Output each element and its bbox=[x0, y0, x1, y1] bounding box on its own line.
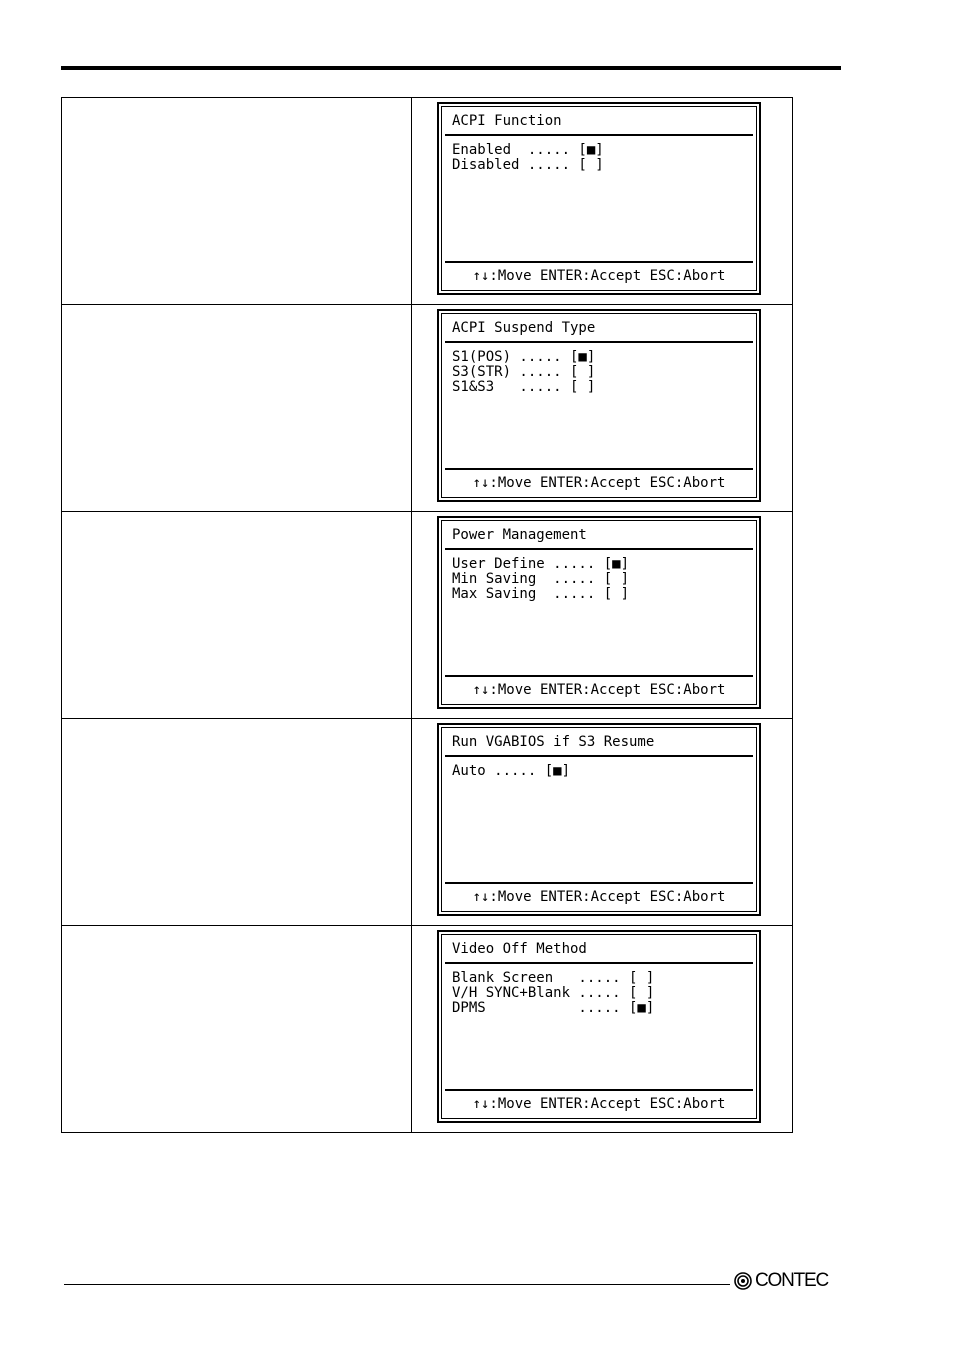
description-cell bbox=[62, 305, 412, 512]
option-blank-screen[interactable]: Blank Screen ..... [ ] bbox=[452, 970, 655, 986]
description-cell bbox=[62, 719, 412, 926]
divider bbox=[445, 755, 753, 757]
bios-dialog-acpi-function bbox=[437, 102, 761, 295]
option-list bbox=[452, 350, 595, 395]
dialog-title: Run VGABIOS if S3 Resume bbox=[452, 734, 655, 750]
screenshot-cell bbox=[412, 305, 793, 512]
description-cell bbox=[62, 98, 412, 305]
option-s1-pos[interactable]: S1(POS) ..... [■] bbox=[452, 349, 596, 365]
screenshot-cell bbox=[412, 719, 793, 926]
divider bbox=[445, 882, 753, 884]
divider bbox=[445, 134, 753, 136]
key-hint: ↑↓:Move ENTER:Accept ESC:Abort bbox=[472, 1096, 726, 1112]
bios-dialog-video-off-method bbox=[437, 930, 761, 1123]
description-cell bbox=[62, 512, 412, 719]
key-hint: ↑↓:Move ENTER:Accept ESC:Abort bbox=[472, 889, 726, 905]
divider bbox=[445, 468, 753, 470]
bios-dialog-power-management bbox=[437, 516, 761, 709]
logo-text: CONTEC bbox=[755, 1270, 829, 1291]
option-vh-sync-blank[interactable]: V/H SYNC+Blank ..... [ ] bbox=[452, 985, 655, 1001]
table-row bbox=[62, 926, 793, 1133]
option-list bbox=[452, 764, 570, 779]
table-row bbox=[62, 98, 793, 305]
divider bbox=[445, 548, 753, 550]
option-user-define[interactable]: User Define ..... [■] bbox=[452, 556, 630, 572]
option-enabled[interactable]: Enabled ..... [■] bbox=[452, 142, 604, 158]
table-row bbox=[62, 719, 793, 926]
option-list bbox=[452, 971, 654, 1016]
divider bbox=[445, 1089, 753, 1091]
divider bbox=[445, 675, 753, 677]
table-row bbox=[62, 512, 793, 719]
header-rule bbox=[61, 66, 841, 70]
option-s3-str[interactable]: S3(STR) ..... [ ] bbox=[452, 364, 596, 380]
dialog-title: ACPI Suspend Type bbox=[452, 320, 596, 336]
divider bbox=[445, 341, 753, 343]
bios-dialog-acpi-suspend-type bbox=[437, 309, 761, 502]
screenshot-cell bbox=[412, 98, 793, 305]
option-list bbox=[452, 143, 604, 173]
screenshot-cell bbox=[412, 926, 793, 1133]
key-hint: ↑↓:Move ENTER:Accept ESC:Abort bbox=[472, 475, 726, 491]
screenshot-cell bbox=[412, 512, 793, 719]
footer-rule bbox=[64, 1284, 730, 1285]
contec-logo-icon bbox=[734, 1272, 752, 1290]
option-max-saving[interactable]: Max Saving ..... [ ] bbox=[452, 586, 630, 602]
settings-table bbox=[61, 97, 793, 1133]
key-hint: ↑↓:Move ENTER:Accept ESC:Abort bbox=[472, 268, 726, 284]
contec-logo bbox=[734, 1270, 828, 1292]
key-hint: ↑↓:Move ENTER:Accept ESC:Abort bbox=[472, 682, 726, 698]
divider bbox=[445, 962, 753, 964]
description-cell bbox=[62, 926, 412, 1133]
table-row bbox=[62, 305, 793, 512]
dialog-title: Power Management bbox=[452, 527, 587, 543]
option-auto[interactable]: Auto ..... [■] bbox=[452, 763, 571, 779]
option-dpms[interactable]: DPMS ..... [■] bbox=[452, 1000, 655, 1016]
bios-dialog-run-vgabios bbox=[437, 723, 761, 916]
option-s1-s3[interactable]: S1&S3 ..... [ ] bbox=[452, 379, 596, 395]
divider bbox=[445, 261, 753, 263]
option-disabled[interactable]: Disabled ..... [ ] bbox=[452, 157, 604, 173]
option-min-saving[interactable]: Min Saving ..... [ ] bbox=[452, 571, 630, 587]
option-list bbox=[452, 557, 629, 602]
dialog-title: ACPI Function bbox=[452, 113, 562, 129]
dialog-title: Video Off Method bbox=[452, 941, 587, 957]
